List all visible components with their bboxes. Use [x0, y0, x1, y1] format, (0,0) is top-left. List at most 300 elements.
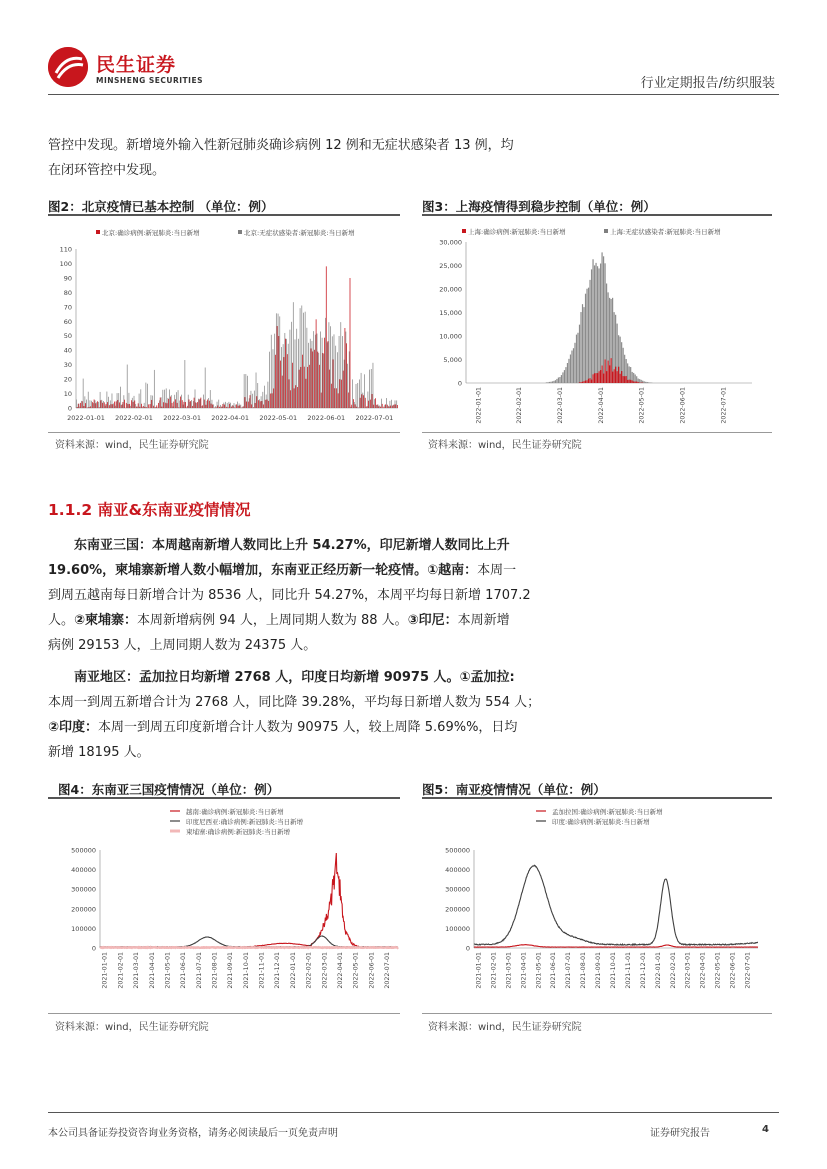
- asymptomatic-bar: [183, 405, 184, 408]
- asymptomatic-bar: [173, 406, 174, 408]
- x-tick-label: 2021-09-01: [595, 952, 603, 989]
- confirmed-bar: [163, 402, 164, 408]
- asymptomatic-bar: [371, 369, 372, 408]
- p2-line-2: 本周一到周五新增合计为 2768 人，同比降 39.28%，平均每日新增人数为 554 人；: [48, 695, 541, 710]
- y-tick-label: 80: [63, 288, 72, 297]
- confirmed-bar: [609, 365, 610, 383]
- x-tick-label: 2021-02-01: [490, 952, 498, 989]
- asymptomatic-bar: [349, 351, 350, 408]
- asymptomatic-bar: [351, 407, 352, 408]
- y-tick-label: 400000: [445, 866, 470, 875]
- x-tick-label: 2022-06-01: [729, 952, 737, 989]
- asymptomatic-bar: [395, 400, 396, 408]
- x-tick-label: 2022-03-01: [556, 387, 564, 424]
- confirmed-bar: [594, 373, 595, 383]
- confirmed-bar: [580, 382, 581, 383]
- legend-label: 孟加拉国:确诊病例:新冠肺炎:当日新增: [552, 808, 663, 816]
- confirmed-bar: [119, 402, 120, 408]
- x-tick-label: 2022-04-01: [211, 414, 250, 422]
- asymptomatic-bar: [198, 399, 199, 408]
- asymptomatic-bar: [132, 398, 133, 408]
- confirmed-bar: [302, 355, 303, 408]
- confirmed-bar: [336, 388, 337, 408]
- x-tick-label: 2022-07-01: [720, 387, 728, 424]
- confirmed-bar: [112, 404, 113, 408]
- confirmed-bar: [583, 381, 584, 383]
- asymptomatic-bar: [122, 404, 123, 408]
- confirmed-bar: [167, 403, 168, 408]
- confirmed-bar: [607, 361, 608, 383]
- confirmed-bar: [367, 406, 368, 408]
- asymptomatic-bar: [396, 400, 397, 408]
- y-tick-label: 400000: [71, 866, 96, 875]
- y-tick-label: 60: [63, 317, 72, 326]
- asymptomatic-bar: [601, 252, 602, 383]
- confirmed-bar: [89, 407, 90, 408]
- header-divider: [48, 94, 779, 95]
- confirmed-bar: [97, 401, 98, 408]
- confirmed-bar: [158, 403, 159, 408]
- confirmed-bar: [384, 407, 385, 408]
- confirmed-bar: [290, 390, 291, 408]
- confirmed-bar: [175, 399, 176, 408]
- asymptomatic-bar: [190, 402, 191, 408]
- asymptomatic-bar: [222, 407, 223, 408]
- confirmed-bar: [145, 407, 146, 408]
- confirmed-bar: [345, 328, 346, 408]
- confirmed-bar: [226, 407, 227, 408]
- asymptomatic-bar: [240, 405, 241, 408]
- confirmed-bar: [209, 401, 210, 408]
- series-line: [100, 947, 398, 948]
- confirmed-bar: [601, 366, 602, 383]
- asymptomatic-bar: [137, 407, 138, 408]
- asymptomatic-bar: [546, 382, 547, 383]
- asymptomatic-bar: [340, 322, 341, 408]
- confirmed-bar: [212, 405, 213, 408]
- asymptomatic-bar: [217, 402, 218, 408]
- asymptomatic-bar: [330, 326, 331, 408]
- confirmed-bar: [117, 400, 118, 408]
- confirmed-bar: [160, 398, 161, 408]
- y-tick-label: 500000: [71, 846, 96, 855]
- confirmed-bar: [231, 407, 232, 408]
- intro-line-1: 管控中发现。新增境外输入性新冠肺炎确诊病例 12 例和无症状感染者 13 例，均: [48, 138, 514, 153]
- asymptomatic-bar: [212, 400, 213, 408]
- asymptomatic-bar: [93, 403, 94, 408]
- confirmed-bar: [638, 382, 639, 383]
- x-tick-label: 2022-04-01: [699, 952, 707, 989]
- confirmed-bar: [182, 400, 183, 408]
- confirmed-bar: [350, 278, 351, 408]
- confirmed-bar: [90, 406, 91, 408]
- confirmed-bar: [321, 393, 322, 408]
- x-tick-label: 2021-11-01: [258, 952, 266, 989]
- legend-label: 北京:确诊病例:新冠肺炎:当日新增: [102, 229, 200, 237]
- confirmed-bar: [309, 365, 310, 408]
- confirmed-bar: [363, 395, 364, 408]
- asymptomatic-bar: [379, 405, 380, 408]
- asymptomatic-bar: [594, 265, 595, 383]
- asymptomatic-bar: [101, 400, 102, 408]
- confirmed-bar: [365, 398, 366, 408]
- confirmed-bar: [348, 392, 349, 408]
- p1-line-2: 19.60%，柬埔寨新增人数小幅增加，东南亚正经历新一轮疫情。①越南：本周一: [48, 563, 517, 578]
- asymptomatic-bar: [552, 381, 553, 383]
- asymptomatic-bar: [598, 268, 599, 383]
- confirmed-bar: [250, 395, 251, 408]
- x-tick-label: 2022-02-01: [305, 952, 313, 989]
- confirmed-bar: [311, 348, 312, 408]
- confirmed-bar: [611, 358, 612, 383]
- confirmed-bar: [612, 372, 613, 383]
- x-tick-label: 2022-04-01: [336, 952, 344, 989]
- asymptomatic-bar: [549, 382, 550, 383]
- asymptomatic-bar: [313, 331, 314, 408]
- asymptomatic-bar: [96, 402, 97, 408]
- confirmed-bar: [579, 382, 580, 383]
- confirmed-bar: [100, 400, 101, 408]
- y-tick-label: 100000: [445, 924, 470, 933]
- confirmed-bar: [153, 406, 154, 408]
- asymptomatic-bar: [556, 379, 557, 383]
- legend-label: 上海:确诊病例:新冠肺炎:当日新增: [468, 228, 566, 236]
- asymptomatic-bar: [223, 403, 224, 408]
- asymptomatic-bar: [78, 404, 79, 408]
- asymptomatic-bar: [308, 343, 309, 408]
- confirmed-bar: [177, 403, 178, 408]
- confirmed-bar: [78, 404, 79, 408]
- confirmed-bar: [373, 405, 374, 408]
- confirmed-bar: [128, 404, 129, 408]
- confirmed-bar: [243, 406, 244, 408]
- fig4-top-rule: [48, 797, 400, 799]
- confirmed-bar: [258, 400, 259, 408]
- asymptomatic-bar: [174, 395, 175, 408]
- confirmed-bar: [285, 339, 286, 408]
- confirmed-bar: [635, 382, 636, 383]
- x-tick-label: 2022-07-01: [355, 414, 394, 422]
- confirmed-bar: [595, 373, 596, 383]
- confirmed-bar: [272, 393, 273, 408]
- x-tick-label: 2021-04-01: [148, 952, 156, 989]
- y-tick-label: 20,000: [439, 285, 462, 294]
- confirmed-bar: [375, 398, 376, 408]
- confirmed-bar: [328, 341, 329, 408]
- confirmed-bar: [614, 369, 615, 383]
- footer-label: 证券研究报告: [650, 1128, 710, 1139]
- company-name-en: MINSHENG SECURITIES: [96, 76, 203, 85]
- confirmed-bar: [136, 407, 137, 408]
- asymptomatic-bar: [88, 392, 89, 408]
- x-tick-label: 2021-02-01: [117, 952, 125, 989]
- asymptomatic-bar: [580, 312, 581, 383]
- asymptomatic-bar: [162, 390, 163, 408]
- confirmed-bar: [185, 402, 186, 408]
- asymptomatic-bar: [113, 403, 114, 408]
- asymptomatic-bar: [98, 402, 99, 408]
- confirmed-bar: [234, 407, 235, 408]
- asymptomatic-bar: [381, 399, 382, 408]
- confirmed-bar: [624, 376, 625, 383]
- asymptomatic-bar: [169, 389, 170, 408]
- confirmed-bar: [107, 402, 108, 408]
- confirmed-bar: [221, 407, 222, 408]
- confirmed-bar: [317, 352, 318, 408]
- y-tick-label: 200000: [71, 905, 96, 914]
- confirmed-bar: [216, 407, 217, 408]
- confirmed-bar: [314, 350, 315, 408]
- asymptomatic-bar: [76, 399, 77, 408]
- asymptomatic-bar: [123, 395, 124, 408]
- confirmed-bar: [192, 406, 193, 408]
- asymptomatic-bar: [227, 403, 228, 408]
- confirmed-bar: [111, 404, 112, 408]
- asymptomatic-bar: [564, 370, 565, 383]
- confirmed-bar: [275, 355, 276, 408]
- report-type: 行业定期报告/纺织服装: [640, 76, 775, 91]
- x-tick-label: 2022-02-01: [669, 952, 677, 989]
- asymptomatic-bar: [191, 400, 192, 408]
- asymptomatic-bar: [571, 351, 572, 383]
- confirmed-bar: [316, 319, 317, 408]
- asymptomatic-bar: [301, 306, 302, 408]
- asymptomatic-bar: [210, 390, 211, 408]
- confirmed-bar: [80, 403, 81, 408]
- asymptomatic-bar: [225, 402, 226, 408]
- confirmed-bar: [380, 407, 381, 408]
- confirmed-bar: [260, 401, 261, 408]
- confirmed-bar: [228, 407, 229, 408]
- p1-line-1: 东南亚三国：本周越南新增人数同比上升 54.27%，印尼新增人数同比上升: [74, 538, 510, 553]
- confirmed-bar: [104, 402, 105, 408]
- asymptomatic-bar: [234, 403, 235, 408]
- confirmed-bar: [331, 384, 332, 408]
- asymptomatic-bar: [105, 406, 106, 408]
- y-tick-label: 0: [465, 944, 470, 953]
- confirmed-bar: [204, 400, 205, 408]
- fig3-top-rule: [422, 214, 772, 216]
- confirmed-bar: [306, 379, 307, 408]
- x-tick-label: 2021-10-01: [242, 952, 250, 989]
- asymptomatic-bar: [327, 342, 328, 408]
- asymptomatic-bar: [555, 380, 556, 383]
- asymptomatic-bar: [312, 341, 313, 408]
- confirmed-bar: [312, 351, 313, 408]
- confirmed-bar: [626, 376, 627, 383]
- asymptomatic-bar: [196, 403, 197, 408]
- y-tick-label: 0: [91, 944, 96, 953]
- asymptomatic-bar: [603, 256, 604, 383]
- asymptomatic-bar: [583, 307, 584, 383]
- asymptomatic-bar: [195, 389, 196, 408]
- fig3-chart: [422, 218, 772, 428]
- fig5-title: 图5：南亚疫情情况（单位：例）: [422, 782, 606, 797]
- asymptomatic-bar: [206, 401, 207, 408]
- asymptomatic-bar: [345, 332, 346, 408]
- confirmed-bar: [289, 379, 290, 408]
- confirmed-bar: [189, 399, 190, 408]
- asymptomatic-bar: [288, 344, 289, 408]
- asymptomatic-bar: [281, 347, 282, 408]
- x-tick-label: 2022-05-01: [352, 952, 360, 989]
- asymptomatic-bar: [95, 400, 96, 408]
- confirmed-bar: [377, 405, 378, 408]
- asymptomatic-bar: [559, 377, 560, 383]
- y-tick-label: 15,000: [439, 309, 462, 317]
- confirmed-bar: [199, 399, 200, 408]
- asymptomatic-bar: [595, 263, 596, 383]
- confirmed-bar: [346, 343, 347, 408]
- fig4-title: 图4：东南亚三国疫情情况（单位：例）: [58, 782, 280, 797]
- confirmed-bar: [329, 370, 330, 408]
- x-tick-label: 2022-05-01: [714, 952, 722, 989]
- confirmed-bar: [253, 407, 254, 408]
- asymptomatic-bar: [573, 348, 574, 383]
- asymptomatic-bar: [251, 391, 252, 408]
- x-tick-label: 2022-05-01: [259, 414, 298, 422]
- asymptomatic-bar: [261, 396, 262, 408]
- y-tick-label: 0: [457, 379, 462, 388]
- x-tick-label: 2022-02-01: [516, 387, 524, 424]
- asymptomatic-bar: [244, 374, 245, 408]
- x-tick-label: 2021-05-01: [535, 952, 543, 989]
- confirmed-bar: [582, 382, 583, 383]
- confirmed-bar: [304, 367, 305, 408]
- confirmed-bar: [129, 404, 130, 408]
- asymptomatic-bar: [378, 405, 379, 408]
- asymptomatic-bar: [577, 333, 578, 383]
- legend-label: 北京:无症状感染者:新冠肺炎:当日新增: [244, 229, 355, 237]
- confirmed-bar: [82, 401, 83, 408]
- confirmed-bar: [84, 406, 85, 408]
- confirmed-bar: [267, 400, 268, 408]
- asymptomatic-bar: [597, 266, 598, 383]
- intro-line-2: 在闭环管控中发现。: [48, 163, 166, 178]
- confirmed-bar: [148, 404, 149, 408]
- asymptomatic-bar: [639, 379, 640, 383]
- x-tick-label: 2022-06-01: [368, 952, 376, 989]
- confirmed-bar: [172, 403, 173, 408]
- asymptomatic-bar: [592, 259, 593, 383]
- asymptomatic-bar: [130, 406, 131, 408]
- legend-label: 越南:确诊病例:新冠肺炎:当日新增: [186, 808, 284, 816]
- fig3-source-rule: [422, 432, 772, 433]
- confirmed-bar: [265, 400, 266, 408]
- x-tick-label: 2022-01-01: [289, 952, 297, 989]
- fig2-top-rule: [48, 214, 400, 216]
- asymptomatic-bar: [213, 404, 214, 408]
- asymptomatic-bar: [344, 360, 345, 408]
- confirmed-bar: [223, 404, 224, 408]
- asymptomatic-bar: [393, 405, 394, 408]
- y-tick-label: 200000: [445, 905, 470, 914]
- legend-swatch: [462, 229, 466, 233]
- confirmed-bar: [206, 405, 207, 408]
- confirmed-bar: [155, 407, 156, 408]
- series-line: [100, 853, 398, 947]
- fig3-source: 资料来源：wind，民生证券研究院: [428, 440, 582, 451]
- asymptomatic-bar: [273, 349, 274, 408]
- confirmed-bar: [629, 380, 630, 383]
- confirmed-bar: [268, 401, 269, 408]
- asymptomatic-bar: [129, 393, 130, 408]
- confirmed-bar: [300, 367, 301, 408]
- fig4-source: 资料来源：wind，民生证券研究院: [55, 1022, 209, 1033]
- confirmed-bar: [141, 404, 142, 408]
- confirmed-bar: [368, 401, 369, 408]
- asymptomatic-bar: [203, 395, 204, 408]
- fig5-source-rule: [422, 1013, 772, 1014]
- confirmed-bar: [263, 404, 264, 408]
- confirmed-bar: [615, 367, 616, 383]
- asymptomatic-bar: [553, 381, 554, 383]
- confirmed-bar: [588, 379, 589, 383]
- confirmed-bar: [255, 403, 256, 408]
- confirmed-bar: [134, 400, 135, 408]
- confirmed-bar: [295, 385, 296, 408]
- asymptomatic-bar: [388, 406, 389, 408]
- confirmed-bar: [138, 403, 139, 408]
- asymptomatic-bar: [252, 394, 253, 408]
- confirmed-bar: [278, 336, 279, 408]
- confirmed-bar: [200, 398, 201, 408]
- confirmed-bar: [273, 388, 274, 408]
- asymptomatic-bar: [215, 406, 216, 408]
- asymptomatic-bar: [645, 382, 646, 383]
- x-tick-label: 2021-08-01: [211, 952, 219, 989]
- asymptomatic-bar: [356, 384, 357, 408]
- fig2-chart: [48, 218, 400, 428]
- x-tick-label: 2021-07-01: [565, 952, 573, 989]
- asymptomatic-bar: [164, 390, 165, 408]
- asymptomatic-bar: [561, 375, 562, 383]
- x-tick-label: 2022-02-01: [115, 414, 153, 422]
- asymptomatic-bar: [582, 304, 583, 383]
- asymptomatic-bar: [254, 391, 255, 408]
- asymptomatic-bar: [247, 376, 248, 408]
- asymptomatic-bar: [181, 395, 182, 408]
- confirmed-bar: [280, 361, 281, 408]
- confirmed-bar: [387, 405, 388, 408]
- asymptomatic-bar: [161, 397, 162, 408]
- asymptomatic-bar: [591, 269, 592, 383]
- confirmed-bar: [397, 405, 398, 408]
- asymptomatic-bar: [166, 388, 167, 408]
- asymptomatic-bar: [589, 280, 590, 383]
- confirmed-bar: [606, 371, 607, 383]
- confirmed-bar: [99, 407, 100, 408]
- confirmed-bar: [597, 373, 598, 383]
- asymptomatic-bar: [262, 392, 263, 408]
- confirmed-bar: [161, 407, 162, 408]
- fig2-source: 资料来源：wind，民生证券研究院: [55, 440, 209, 451]
- asymptomatic-bar: [86, 400, 87, 408]
- intro-paragraph: [48, 133, 543, 183]
- fig2-source-rule: [48, 432, 400, 433]
- confirmed-bar: [116, 401, 117, 408]
- asymptomatic-bar: [322, 338, 323, 408]
- confirmed-bar: [355, 404, 356, 408]
- asymptomatic-bar: [79, 407, 80, 408]
- confirmed-bar: [636, 382, 637, 383]
- asymptomatic-bar: [286, 339, 287, 408]
- confirmed-bar: [121, 405, 122, 408]
- x-tick-label: 2021-08-01: [580, 952, 588, 989]
- asymptomatic-bar: [335, 346, 336, 408]
- confirmed-bar: [195, 402, 196, 408]
- confirmed-bar: [156, 405, 157, 408]
